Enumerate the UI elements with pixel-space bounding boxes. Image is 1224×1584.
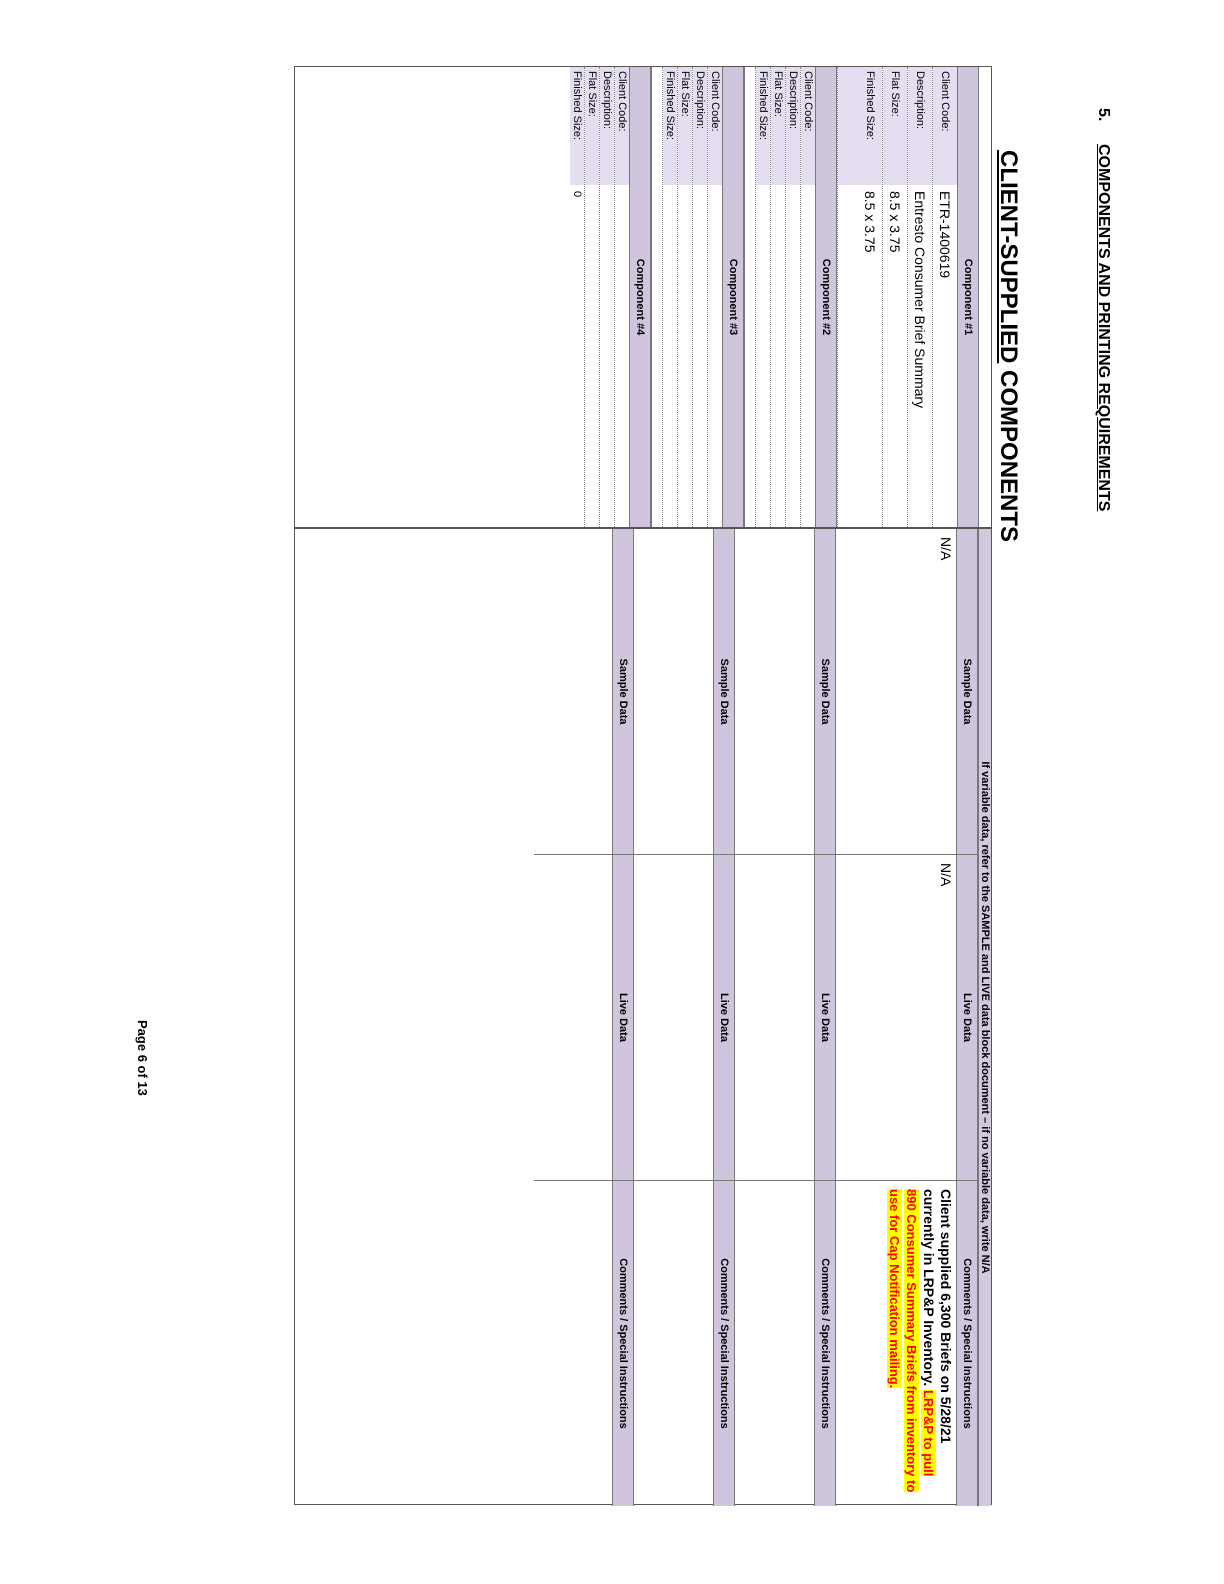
data-columns <box>295 527 991 1506</box>
client-code-value: ETR-1400619 <box>937 191 953 279</box>
section-number: 5. <box>1095 108 1112 122</box>
flat-size-value: 8.5 x 3.75 <box>887 191 903 253</box>
finished-size-row: Finished Size: <box>662 67 677 527</box>
section-heading <box>1094 108 1112 511</box>
column-header-row-3: Sample Data Live Data Comments / Special Instructions <box>713 529 735 1506</box>
client-code-row: Client Code: <box>614 67 629 527</box>
component-4-header: Component #4 <box>629 67 651 527</box>
column-header-row-4: Sample Data Live Data Comments / Special Instructions <box>612 529 634 1506</box>
flat-size-row: Flat Size: 8.5 x 3.75 <box>882 67 907 527</box>
flat-size-row: Flat Size: <box>770 67 785 527</box>
component-2-header: Component #2 <box>815 67 837 527</box>
highlighted-instruction: LRP&P to pull 890 Consumer Summary Briefs from inventory to use for Cap Notification mailing. <box>887 1189 936 1493</box>
live-data-cell: N/A <box>836 854 956 1180</box>
finished-size-value: 0 <box>571 191 583 198</box>
description-row: Description: <box>785 67 800 527</box>
component-2-data-row <box>735 529 814 1506</box>
column-header-row-2: Sample Data Live Data Comments / Special Instructions <box>814 529 836 1506</box>
flat-size-row: Flat Size: <box>677 67 692 527</box>
finished-size-row: Finished Size: <box>755 67 770 527</box>
page-title-underlined: CLIENT-SUPPLIED <box>995 150 1022 364</box>
component-3-data-row <box>634 529 713 1506</box>
component-2-block <box>744 67 837 527</box>
client-code-row: Client Code: <box>707 67 722 527</box>
component-1-header: Component #1 <box>957 67 979 527</box>
component-4-block <box>570 67 651 527</box>
component-3-block <box>651 67 744 527</box>
component-4-data-row <box>534 529 612 1506</box>
page-title-rest: COMPONENTS <box>995 363 1022 543</box>
comments-cell: Client supplied 6,300 Briefs on 5/28/21 currently in LRP&P Inventory. LRP&P to pull 890 Consumer Summary Briefs from inventory to use for Cap Notification mailing. <box>836 1180 956 1506</box>
finished-size-value: 8.5 x 3.75 <box>862 191 878 253</box>
client-code-row: Client Code: ETR-1400619 <box>932 67 957 527</box>
section-title: COMPONENTS AND PRINTING REQUIREMENTS <box>1095 144 1112 512</box>
description-row: Description: <box>599 67 614 527</box>
client-code-row: Client Code: <box>800 67 815 527</box>
page-number: Page 6 of 13 <box>135 1020 150 1096</box>
column-header-row-1: Sample Data Live Data Comments / Special Instructions <box>956 529 978 1506</box>
component-3-header: Component #3 <box>722 67 744 527</box>
finished-size-row: Finished Size: 8.5 x 3.75 <box>837 67 882 527</box>
finished-size-row: Finished Size: 0 <box>570 67 584 527</box>
components-table <box>294 66 992 1505</box>
flat-size-row: Flat Size: <box>584 67 599 527</box>
description-row: Description: <box>692 67 707 527</box>
component-1-data-row <box>836 529 956 1506</box>
page-title <box>994 150 1022 542</box>
component-grid <box>295 67 979 527</box>
component-1-block <box>837 67 979 527</box>
sample-data-cell: N/A <box>938 537 954 561</box>
description-row: Description: Entresto Consumer Brief Summary <box>907 67 932 527</box>
description-value: Entresto Consumer Brief Summary <box>912 191 928 409</box>
variable-data-note: If variable data, refer to the SAMPLE and LIVE data block document – if no variable data, write N/A <box>978 529 991 1506</box>
